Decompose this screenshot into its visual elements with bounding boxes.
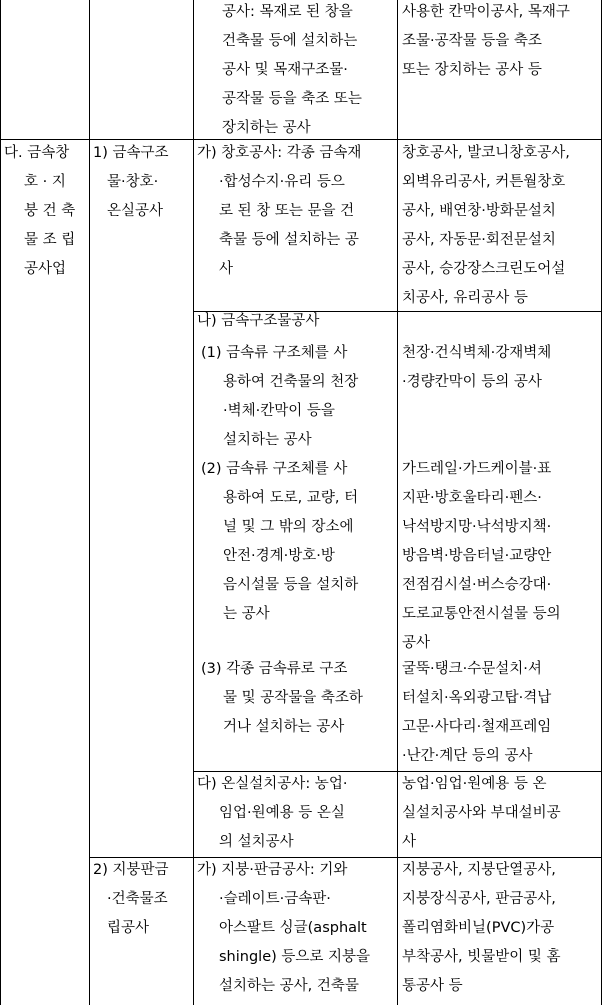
text-line: 공사: 목재로 된 창을 (222, 4, 353, 20)
text-line: 전점검시설·버스승강대· (402, 577, 552, 593)
text-line: 공작물 등을 축조 또는 (222, 91, 362, 107)
table-divider-col3 (397, 0, 398, 1005)
subcategory-line: ·건축물조 (107, 891, 168, 907)
text-line: (3) 각종 금속류로 구조 (201, 661, 348, 677)
text-line: 지붕공사, 지붕단열공사, (402, 862, 556, 878)
text-line: 사용한 칸막이공사, 목재구 (402, 4, 570, 20)
text-line: 부착공사, 빗물받이 및 홈 (402, 949, 561, 965)
text-line: 도로교통안전시설물 등의 (402, 606, 561, 622)
sub1-ga-description (197, 139, 361, 284)
sub1-na1-description (201, 339, 358, 455)
text-line: ·난간·계단 등의 공사 (402, 748, 533, 764)
text-line: 널 및 그 밖의 장소에 (223, 519, 354, 535)
text-line: 지판·방호울타리·펜스· (402, 490, 542, 506)
sub1-na3-examples (402, 655, 551, 771)
text-line: 건축물 등에 설치하는 (222, 33, 358, 49)
text-line: 공사 (402, 635, 431, 651)
subcategory-line: 1) 금속구조 (93, 145, 169, 161)
sub1-na3-description (201, 655, 363, 742)
text-line: 사 (402, 834, 417, 850)
text-line: 가) 창호공사: 각종 금속재 (197, 145, 362, 161)
sub1-ga-examples (402, 139, 570, 313)
text-line: 사 (219, 261, 234, 277)
text-line: 장치하는 공사 (222, 120, 311, 136)
text-line: 용하여 건축물의 천장 (223, 374, 359, 390)
text-line: ·슬레이트·금속판· (219, 891, 331, 907)
table-divider-col1 (89, 0, 90, 1005)
top-row-description (222, 0, 421, 143)
text-line: 공사, 자동문·회전문설치 (402, 232, 556, 248)
text-line: 통공사 등 (402, 978, 463, 994)
table-border-right (601, 0, 602, 1005)
text-line: 외벽유리공사, 커튼월창호 (402, 174, 566, 190)
text-line: ·합성수지·유리 등으 (219, 174, 345, 190)
category-line: 물 조 립 (24, 232, 76, 248)
text-line: 농업·임업·원예용 등 온 (402, 776, 547, 792)
text-line: 굴뚝·탱크·수문설치·셔 (402, 661, 542, 677)
text-line: 아스팔트 싱글(asphalt (219, 920, 367, 936)
text-line: 나) 금속구조물공사 (197, 313, 320, 329)
text-line: 고문·사다리·철재프레임 (402, 719, 552, 735)
text-line: 가) 지붕·판금공사: 기와 (197, 862, 348, 878)
text-line: ·벽체·칸막이 등을 (223, 403, 335, 419)
sub1-da-examples (402, 770, 561, 857)
sub1-da-description (197, 770, 347, 857)
sub1-na2-examples (402, 455, 561, 658)
text-line: 가드레일·가드케이블·표 (402, 461, 552, 477)
text-line: 안전·경계·방호·방 (223, 548, 335, 564)
subcategory-line: 물·창호· (107, 174, 159, 190)
category-da-cell (4, 139, 75, 284)
text-line: 낙석방지망·낙석방지책· (402, 519, 552, 535)
text-line: 창호공사, 발코니창호공사, (402, 145, 570, 161)
text-line: 공사, 승강장스크린도어설 (402, 261, 566, 277)
text-line: 물 및 공작물을 축조하 (223, 690, 363, 706)
text-line: 거나 설치하는 공사 (223, 719, 345, 735)
text-line: 터설치·옥외광고탑·격납 (402, 690, 552, 706)
text-line: shingle) 등으로 지붕을 (219, 949, 371, 965)
text-line: 방음벽·방음터널·교량안 (402, 548, 552, 564)
text-line: 는 공사 (223, 606, 270, 622)
text-line: 폴리염화비닐(PVC)가공 (402, 920, 555, 936)
category-line: 공사업 (24, 261, 67, 277)
sub1-na1-examples (402, 339, 551, 397)
text-line: 임업·원예용 등 온실 (219, 805, 345, 821)
subcategory-line: 2) 지붕판금 (93, 862, 169, 878)
text-line: 음시설물 등을 설치하 (223, 577, 359, 593)
text-line: 공사, 배연창·방화문설치 (402, 203, 556, 219)
table-divider-col2 (193, 0, 194, 1005)
subcategory-2-cell (93, 856, 169, 943)
text-line: 실설치공사와 부대설비공 (402, 805, 561, 821)
text-line: 공사 및 목재구조물· (222, 62, 348, 78)
text-line: 지붕장식공사, 판금공사, (402, 891, 556, 907)
sub2-ga-description (197, 856, 370, 1001)
top-row-examples (402, 0, 603, 85)
text-line: 설치하는 공사 (223, 432, 312, 448)
text-line: 천장·건식벽체·강재벽체 (402, 345, 552, 361)
sub1-na-title (197, 307, 319, 336)
text-line: 조물·공작물 등을 축조 (402, 33, 542, 49)
subcategory-1-cell (93, 139, 169, 226)
category-line: 다. 금속창 (4, 145, 70, 161)
text-line: 축물 등에 설치하는 공 (219, 232, 359, 248)
text-line: (1) 금속류 구조체를 사 (201, 345, 348, 361)
sub2-ga-examples (402, 856, 561, 1001)
subcategory-line: 립공사 (107, 920, 150, 936)
sub1-na2-description (201, 455, 358, 629)
table-border-left (0, 0, 1, 1005)
text-line: 용하여 도로, 교량, 터 (223, 490, 359, 506)
subcategory-line: 온실공사 (107, 203, 164, 219)
text-line: ·경량칸막이 등의 공사 (402, 374, 542, 390)
text-line: 의 설치공사 (219, 834, 294, 850)
category-line: 붕 건 축 (24, 203, 76, 219)
category-line: 호 · 지 (24, 174, 66, 190)
text-line: 설치하는 공사, 건축물 (219, 978, 359, 994)
text-line: 로 된 창 또는 문을 건 (219, 203, 355, 219)
text-line: 또는 장치하는 공사 등 (402, 62, 542, 78)
text-line: 치공사, 유리공사 등 (402, 290, 528, 306)
text-line: (2) 금속류 구조체를 사 (201, 461, 348, 477)
text-line: 다) 온실설치공사: 농업· (197, 776, 348, 792)
